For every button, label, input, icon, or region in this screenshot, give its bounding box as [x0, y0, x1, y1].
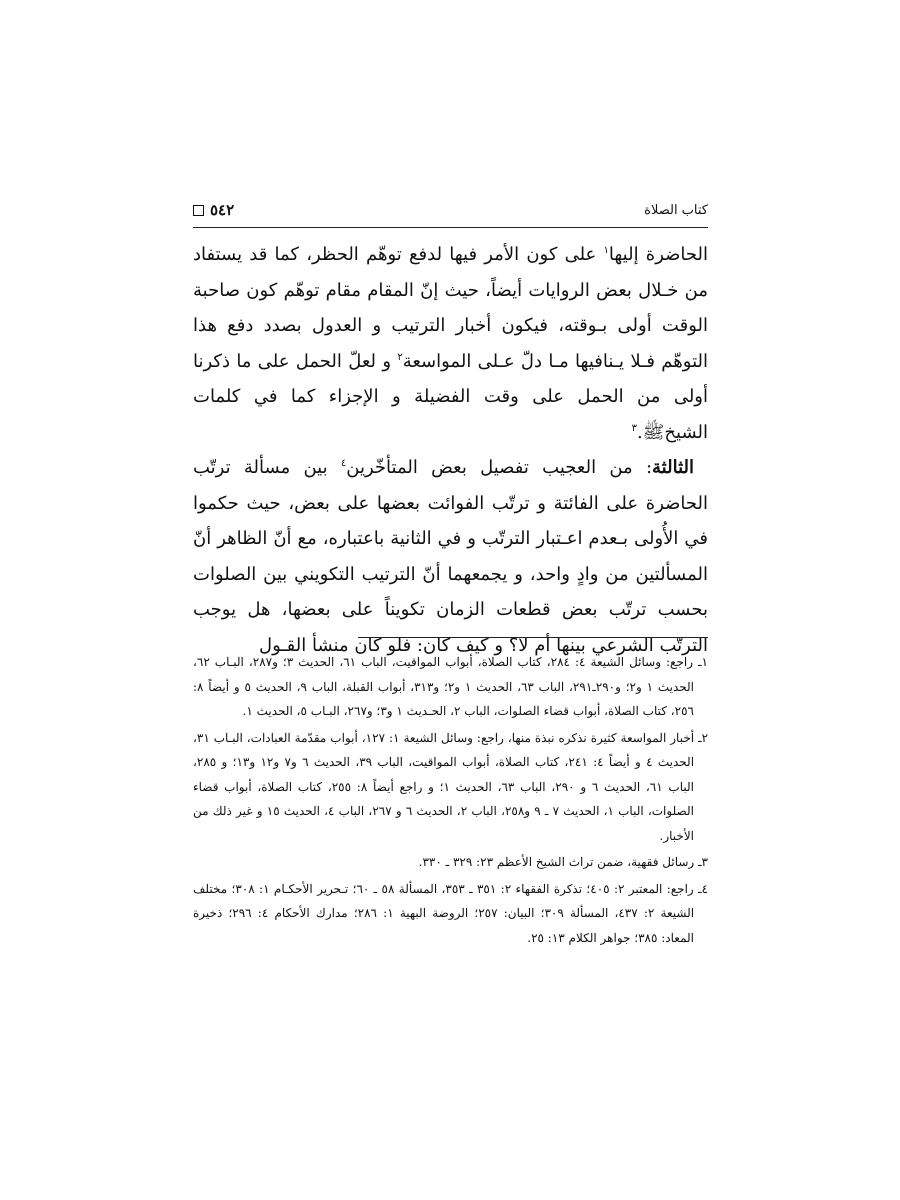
page-header — [193, 197, 708, 228]
paragraph-lead: الثالثة — [652, 457, 694, 478]
text-span: بين مسألة ترتّب الحاضرة على الفائتة و ترتّب الفوائت بعضها على بعض، حيث حكموا في الأُولى بـعدم اعـتبار الترتّب و في الثانية باعتباره، مع أنّ الظاهر أنّ المسألتين من وادٍ واحد، و يجمعهما أنّ الترتيب التكويني بين الصلوات بحسب ترتّب بعض قطعات الزمان تكويناً على بعضها، هل يوجب الترتّب الشرعي بينها أم لا؟ و كيف كان: فلو كان منشأ القـول — [193, 457, 708, 656]
square-box-icon — [193, 205, 204, 216]
footnote-ref-4: ٤ — [340, 458, 347, 469]
footnote-1: ١ـ راجع: وسائل الشيعة ٤: ٢٨٤، كتاب الصلاة، أبواب المواقيت، الباب ٦١، الحديث ٣؛ و٢٨٧، البـاب ٦٢، الحديث ١ و٢؛ و٢٩٠ـ٢٩١، الباب ٦٣، الحديث ١ و٢؛ و٣١٣، أبواب القبلة، الباب ٩، الحديث ٥ و أيضاً ٨: ٢٥٦، كتاب الصلاة، أبواب قضاء الصلوات، الباب ٢، الحـديث ١ و٣؛ و٢٦٧، البـاب ٥، الحديث ١. — [193, 655, 708, 718]
text-span: : من العجيب تفصيل بعض المتأخّرين — [346, 457, 653, 478]
page-number — [193, 201, 234, 219]
book-page — [193, 0, 708, 1200]
page-number-text: ٥٤٢ — [210, 201, 235, 219]
text-span: الحاضرة إليها — [608, 244, 709, 265]
paragraph-1 — [193, 237, 708, 450]
footnote-separator — [358, 637, 708, 638]
running-title: كتاب الصلاة — [644, 203, 708, 218]
main-text — [193, 237, 708, 663]
text-span: على كون الأمر فيها لدفع توهّم الحظر، كما قد يستفاد من خـلال بعض الروايات أيضاً، حيث إنّ المقام مقام توهّم كون صاحبة الوقت أولى بـوقته، فيكون أخبار الترتيب و العدول بصدد دفع هذا التوهّم فـلا يـنافيها مـا دلّ عـلى المواسعة — [193, 244, 708, 372]
footnote-2: ٢ـ أخبار المواسعة كثيرة نذكره نبذة منها، راجع: وسائل الشيعة ١: ١٢٧، أبواب مقدّمة العبادات، البـاب ٣١، الحديث ٤ و أيضاً ٤: ٢٤١، كتاب الصلاة، أبواب المواقيت، الباب ٣٩، الحديث ٦ و٧ و١٢ و١٣؛ و ٢٨٥، الباب ٦١، الحديث ٦ و ٢٩٠، الباب ٦٣، الحديث ١؛ و راجع أيضاً ٨: ٢٥٥، كتاب الصلاة، أبواب قضاء الصلوات، الباب ١، الحديث ٧ ـ ٩ و٢٥٨، الباب ٢، الحديث ٦ و ٢٦٧، الباب ٤، الحديث ١٥ و غير ذلك من الأخبار. — [193, 730, 709, 843]
footnote-ref-1: ١ — [603, 245, 609, 256]
paragraph-2 — [193, 450, 708, 663]
footnote-3: ٣ـ رسائل فقهية، ضمن تراث الشيخ الأعظم ٢٣: ٣٢٩ ـ ٣٣٠. — [418, 855, 708, 869]
footnote-ref-2: ٢ — [397, 351, 403, 363]
footnote-ref-3: ٣ — [631, 422, 637, 434]
footnote-4: ٤ـ راجع: المعتبر ٢: ٤٠٥؛ تذكرة الفقهاء ٢: ٣٥١ ـ ٣٥٣، المسألة ٥٨ ـ ٦٠؛ تـحرير الأحكـام ١: ٣٠٨؛ مختلف الشيعة ٢: ٤٣٧، المسألة ٣٠٩؛ البيان: ٢٥٧؛ الروضة البهية ١: ٢٨٦؛ مدارك الأحكام ٤: ٢٩٦؛ ذخيرة المعاد: ٣٨٥؛ جواهر الكلام ١٣: ٢٥. — [193, 881, 709, 945]
text-span: و لعلّ الحمل على ما ذكرنا أولى من الحمل على وقت الفضيلة و الإجزاء كما في كلمات الشيخﷺ. — [193, 350, 708, 443]
footnotes — [193, 650, 708, 952]
